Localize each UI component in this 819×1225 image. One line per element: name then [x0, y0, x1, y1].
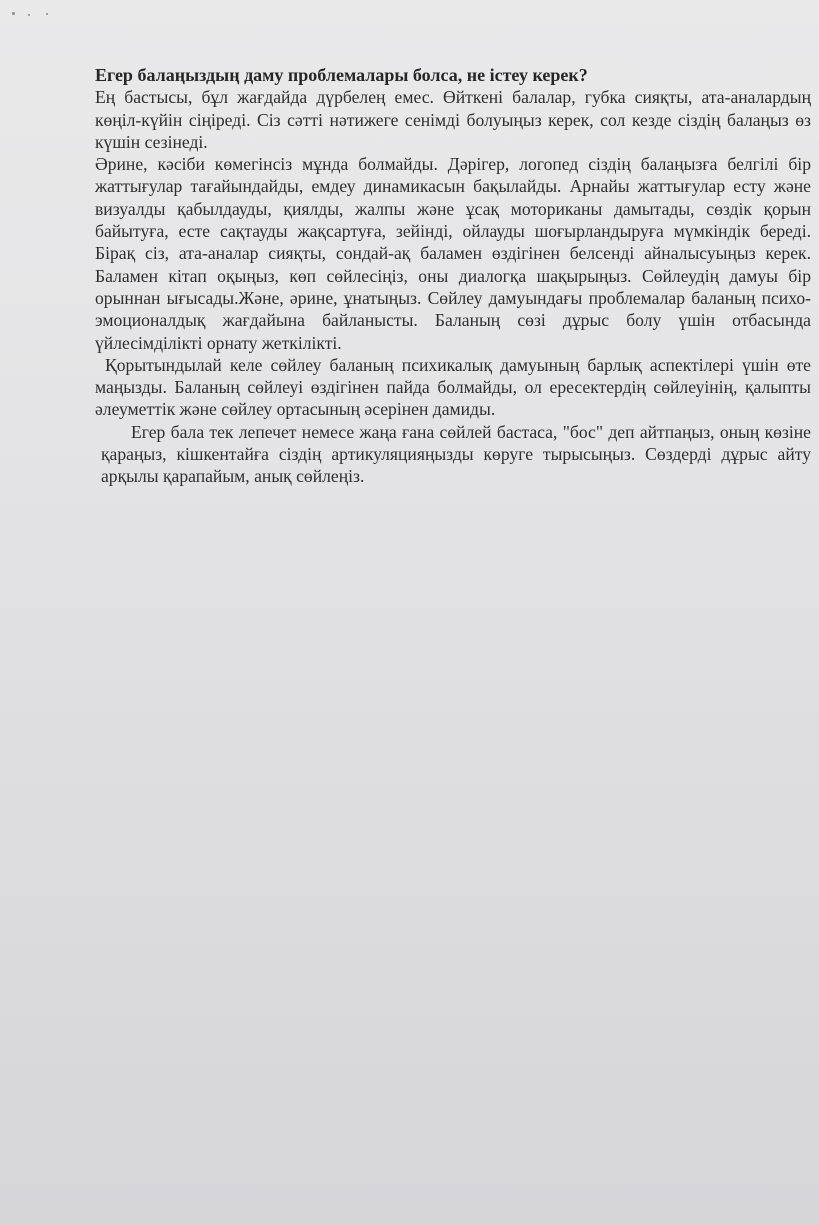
document-heading: Егер балаңыздың даму проблемалары болса, не істеу керек? — [95, 65, 588, 85]
paragraph-professional-help: Әрине, кәсіби көмегінсіз мұнда болмайды. Дәрігер, логопед сіздің балаңызға белгілі бір жаттығулар тағайындайды, емдеу динамикасын бақылайды. Арнайы жаттығулар есту және визуалды қабылдауды, қиялды, жалпы және ұсақ моториканы дамытады, сөздік қорын байытуға, есте сақтауды жақсартуға, зейінді, ойлауды шоғырландыруға мүмкіндік береді. Бірақ сіз, ата-аналар сияқты, сондай-ақ баламен өздігінен белсенді айналысуыңыз керек. Баламен кітап оқыңыз, көп сөйлесіңіз, оны диалогқа шақырыңыз. Сөйлеудің дамуы бір орыннан ығысады.Және, әрине, ұнатыңыз. Сөйлеу дамуындағы проблемалар баланың психо-эмоционалдық жағдайына байланысты. Баланың сөзі дұрыс болу үшін отбасында үйлесімділікті орнату жеткілікті. — [95, 154, 811, 353]
document-body — [95, 64, 811, 488]
speck-mark — [28, 14, 30, 16]
paragraph-advice: Егер бала тек лепечет немесе жаңа ғана сөйлей бастаса, "бос" деп айтпаңыз, оның көзіне қараңыз, кішкентайға сіздің артикуляцияңызды көруге тырысыңыз. Сөздерді дұрыс айту арқылы қарапайым, анық сөйлеңіз. — [101, 421, 811, 487]
speck-mark — [12, 12, 15, 15]
paragraph-intro: Ең бастысы, бұл жағдайда дүрбелең емес. Өйткені балалар, губка сияқты, ата-аналардың көңіл-күйін сіңіреді. Сіз сәтті нәтижеге сенімді болуыңыз керек, сол кезде сіздің балаңыз өз күшін сезінеді. — [95, 87, 811, 152]
speck-mark — [46, 13, 48, 15]
paragraph-conclusion: Қорытындылай келе сөйлеу баланың психикалық дамуының барлық аспектілері үшін өте маңызды. Баланың сөйлеуі өздігінен пайда болмайды, ол ересектердің сөйлеуінің, қалыпты әлеуметтік және сөйлеу ортасының әсерінен дамиды. — [95, 354, 811, 420]
